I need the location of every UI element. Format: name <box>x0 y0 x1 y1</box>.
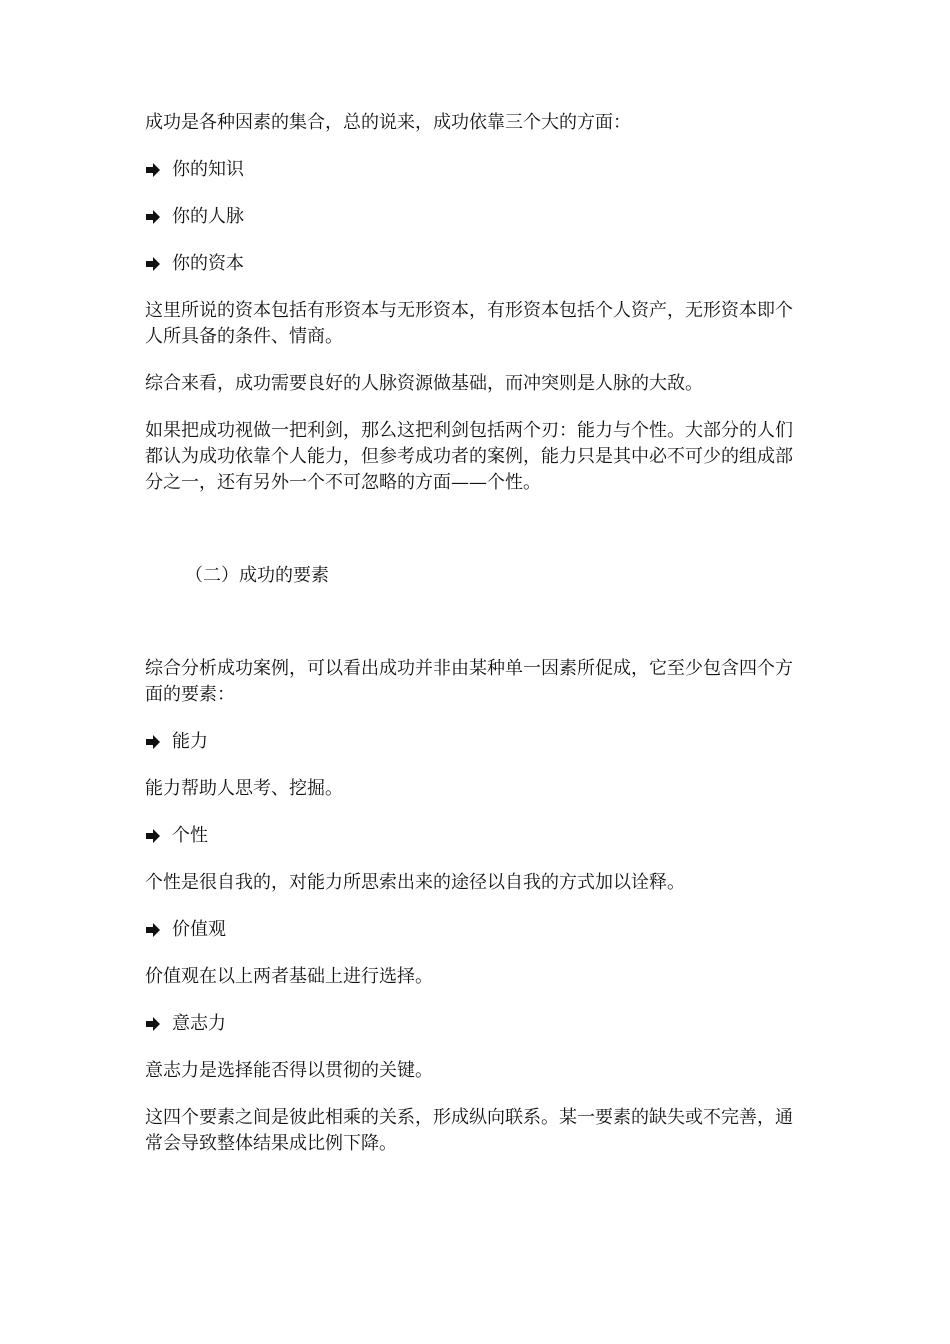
element-values <box>145 917 810 943</box>
element-title: 能力 <box>172 731 208 752</box>
bullet-capital <box>145 251 810 277</box>
bullet-label: 你的知识 <box>172 159 244 180</box>
element-description: 意志力是选择能否得以贯彻的关键。 <box>145 1060 433 1081</box>
element-title: 个性 <box>172 825 208 846</box>
right-arrow-icon <box>145 729 163 755</box>
right-arrow-icon <box>145 157 163 183</box>
bullet-label: 你的资本 <box>172 253 244 274</box>
right-arrow-icon <box>145 1011 163 1037</box>
right-arrow-icon <box>145 823 163 849</box>
document-content <box>145 110 810 1157</box>
sword-paragraph: 如果把成功视做一把利剑，那么这把利剑包括两个刃：能力与个性。大部分的人们都认为成功依靠个人能力，但参考成功者的案例，能力只是其中必不可少的组成部分之一，还有另外一个不可忽略的方面——个性。 <box>145 420 793 493</box>
summary-paragraph: 综合来看，成功需要良好的人脉资源做基础，而冲突则是人脉的大敌。 <box>145 373 703 394</box>
right-arrow-icon <box>145 204 163 230</box>
capital-paragraph: 这里所说的资本包括有形资本与无形资本，有形资本包括个人资产，无形资本即个人所具备的条件、情商。 <box>145 300 793 347</box>
bullet-label: 你的人脉 <box>172 206 244 227</box>
right-arrow-icon <box>145 251 163 277</box>
element-ability <box>145 729 810 755</box>
bullet-knowledge <box>145 157 810 183</box>
element-willpower <box>145 1011 810 1037</box>
right-arrow-icon <box>145 917 163 943</box>
element-description: 价值观在以上两者基础上进行选择。 <box>145 966 433 987</box>
conclusion-paragraph: 这四个要素之间是彼此相乘的关系，形成纵向联系。某一要素的缺失或不完善，通常会导致整体结果成比例下降。 <box>145 1107 793 1154</box>
element-personality <box>145 823 810 849</box>
element-title: 意志力 <box>172 1013 226 1034</box>
bullet-network <box>145 204 810 230</box>
element-description: 能力帮助人思考、挖掘。 <box>145 778 343 799</box>
element-title: 价值观 <box>172 919 226 940</box>
analysis-paragraph: 综合分析成功案例，可以看出成功并非由某种单一因素所促成，它至少包含四个方面的要素： <box>145 658 793 705</box>
section-heading: （二）成功的要素 <box>185 565 329 586</box>
element-description: 个性是很自我的，对能力所思索出来的途径以自我的方式加以诠释。 <box>145 872 685 893</box>
intro-paragraph: 成功是各种因素的集合，总的说来，成功依靠三个大的方面： <box>145 112 631 133</box>
